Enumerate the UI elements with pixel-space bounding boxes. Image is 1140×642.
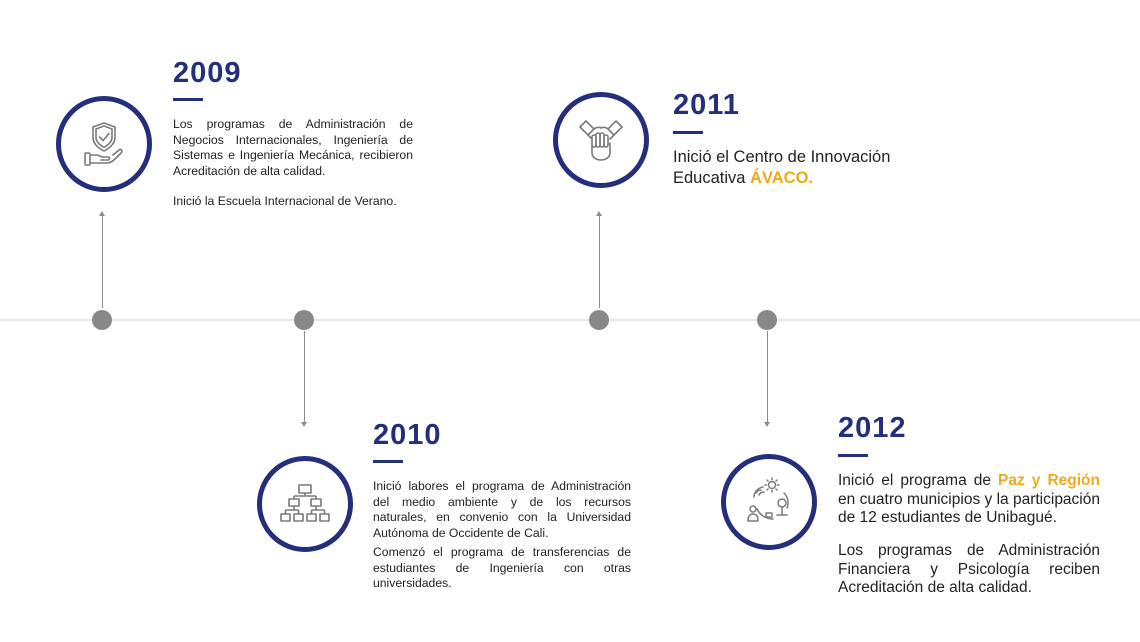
org-chart-icon — [278, 477, 332, 531]
year-2010: 2010 — [373, 419, 442, 451]
text-2012-p1-prefix: Inició el programa de — [838, 472, 999, 489]
text-2010-p1: Inició labores el programa de Administración del medio ambiente y de los recursos naturales, en convenio con la Universidad Autónoma de Occidente de Cali. — [373, 479, 631, 540]
joined-hands-icon — [574, 113, 628, 167]
avaco-highlight: ÁVACO. — [750, 169, 813, 187]
community-cycle-icon — [742, 475, 796, 529]
paz-y-region-highlight: Paz y Región — [998, 472, 1100, 489]
text-2011 — [673, 147, 973, 189]
text-2009-p1: Los programas de Administración de Negocios Internacionales, Ingeniería de Sistemas e Ingeniería Mecánica, recibieron Acreditación de alta calidad. — [173, 117, 413, 178]
year-2012: 2012 — [838, 412, 907, 444]
shield-check-hand-icon — [77, 117, 131, 171]
arrow-down-2010 — [301, 422, 307, 427]
year-underline-2012 — [838, 454, 868, 457]
year-underline-2009 — [173, 98, 203, 101]
icon-circle-2012 — [721, 454, 817, 550]
icon-circle-2011 — [553, 92, 649, 188]
icon-circle-2010 — [257, 456, 353, 552]
timeline-dot-2012 — [757, 310, 777, 330]
connector-2012 — [767, 331, 768, 422]
timeline-axis — [0, 319, 1140, 321]
text-2011-line2 — [673, 168, 973, 189]
arrow-up-2011 — [596, 211, 602, 216]
text-2012-p1 — [838, 472, 1100, 528]
year-2011: 2011 — [673, 89, 740, 121]
timeline-dot-2009 — [92, 310, 112, 330]
connector-2011 — [599, 216, 600, 308]
timeline-dot-2010 — [294, 310, 314, 330]
year-underline-2011 — [673, 131, 703, 134]
text-2011-line2-prefix: Educativa — [673, 169, 751, 187]
connector-2009 — [102, 216, 103, 308]
text-2012-p2: Los programas de Administración Financiera y Psicología reciben Acreditación de alta calidad. — [838, 542, 1100, 596]
icon-circle-2009 — [56, 96, 152, 192]
text-2009-p2: Inició la Escuela Internacional de Verano. — [173, 194, 397, 208]
year-2009: 2009 — [173, 57, 242, 89]
text-2011-line1: Inició el Centro de Innovación — [673, 148, 891, 166]
text-2012-p1-suffix: en cuatro municipios y la participación de 12 estudiantes de Unibagué. — [838, 490, 1100, 526]
connector-2010 — [304, 331, 305, 422]
text-2010-p2: Comenzó el programa de transferencias de estudiantes de Ingeniería con otras universidades. — [373, 545, 631, 590]
arrow-up-2009 — [99, 211, 105, 216]
timeline-dot-2011 — [589, 310, 609, 330]
arrow-down-2012 — [764, 422, 770, 427]
year-underline-2010 — [373, 460, 403, 463]
